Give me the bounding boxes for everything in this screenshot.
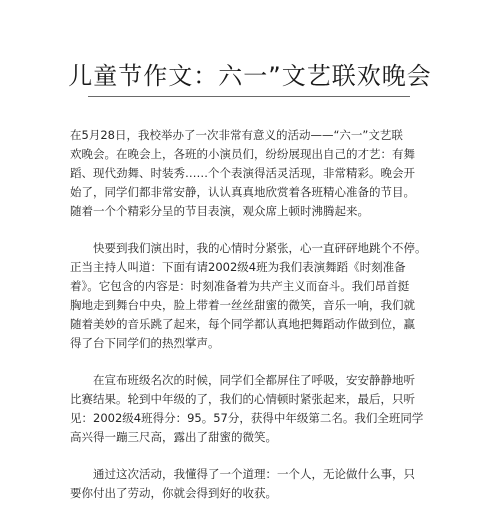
paragraph-line: 在5月28日，我校举办了一次非常有意义的活动——“六一”文艺联 (70, 128, 403, 142)
paragraph-line: 通过这次活动，我懂得了一个道理：一个人，无论做什么事，只 (70, 467, 415, 481)
paragraph-3 (70, 371, 424, 447)
paragraph-4 (70, 465, 415, 503)
paragraph-line: 在宣布班级名次的时候，同学们全都屏住了呼吸，安安静静地听 (70, 373, 415, 387)
paragraph-line: 高兴得一蹦三尺高，露出了甜蜜的微笑。 (70, 430, 277, 444)
paragraph-line: 快要到我们演出时，我的心情时分紧张，心一直砰砰地跳个不停。 (70, 241, 427, 255)
paragraph-line: 随着一个个精彩分呈的节目表演，观众席上顿时沸腾起来。 (70, 204, 369, 218)
paragraph-line: 欢晚会。在晚会上，各班的小演员们，纷纷展现出自己的才艺：有舞 (70, 147, 415, 161)
paragraph-line: 要你付出了劳动，你就会得到好的收获。 (70, 486, 277, 500)
paragraph-line: 蹈、现代劲舞、时装秀……个个表演得活灵活现，非常精彩。晚会开 (70, 166, 415, 180)
paragraph-1 (70, 126, 415, 221)
paragraph-line: 见：2002级4班得分：95。57分，获得中年级第二名。我们全班同学 (70, 411, 424, 425)
paragraph-line: 随着美妙的音乐跳了起来，每个同学都认真地把舞蹈动作做到位，赢 (70, 317, 415, 331)
paragraph-line: 比赛结果。轮到中年级的了，我们的心情顿时紧张起来，最后，只听 (70, 392, 415, 406)
paragraph-line: 着》。它包含的内容是：时刻准备着为共产主义而奋斗。我们昂首挺 (70, 279, 410, 293)
title-underline (88, 96, 410, 97)
paragraph-line: 正当主持人叫道：下面有请2002级4班为我们表演舞蹈《时刻准备 (70, 260, 406, 274)
paragraph-2 (70, 239, 427, 353)
paragraph-line: 得了台下同学们的热烈掌声。 (70, 336, 220, 350)
document-body (70, 126, 427, 521)
paragraph-line: 始了，同学们都非常安静，认认真真地欣赏着各班精心准备的节目。 (70, 185, 415, 199)
paragraph-line: 胸地走到舞台中央，脸上带着一丝丝甜蜜的微笑，音乐一响，我们就 (70, 298, 415, 312)
document-title: 儿童节作文：六一”文艺联欢晚会 (68, 62, 432, 90)
